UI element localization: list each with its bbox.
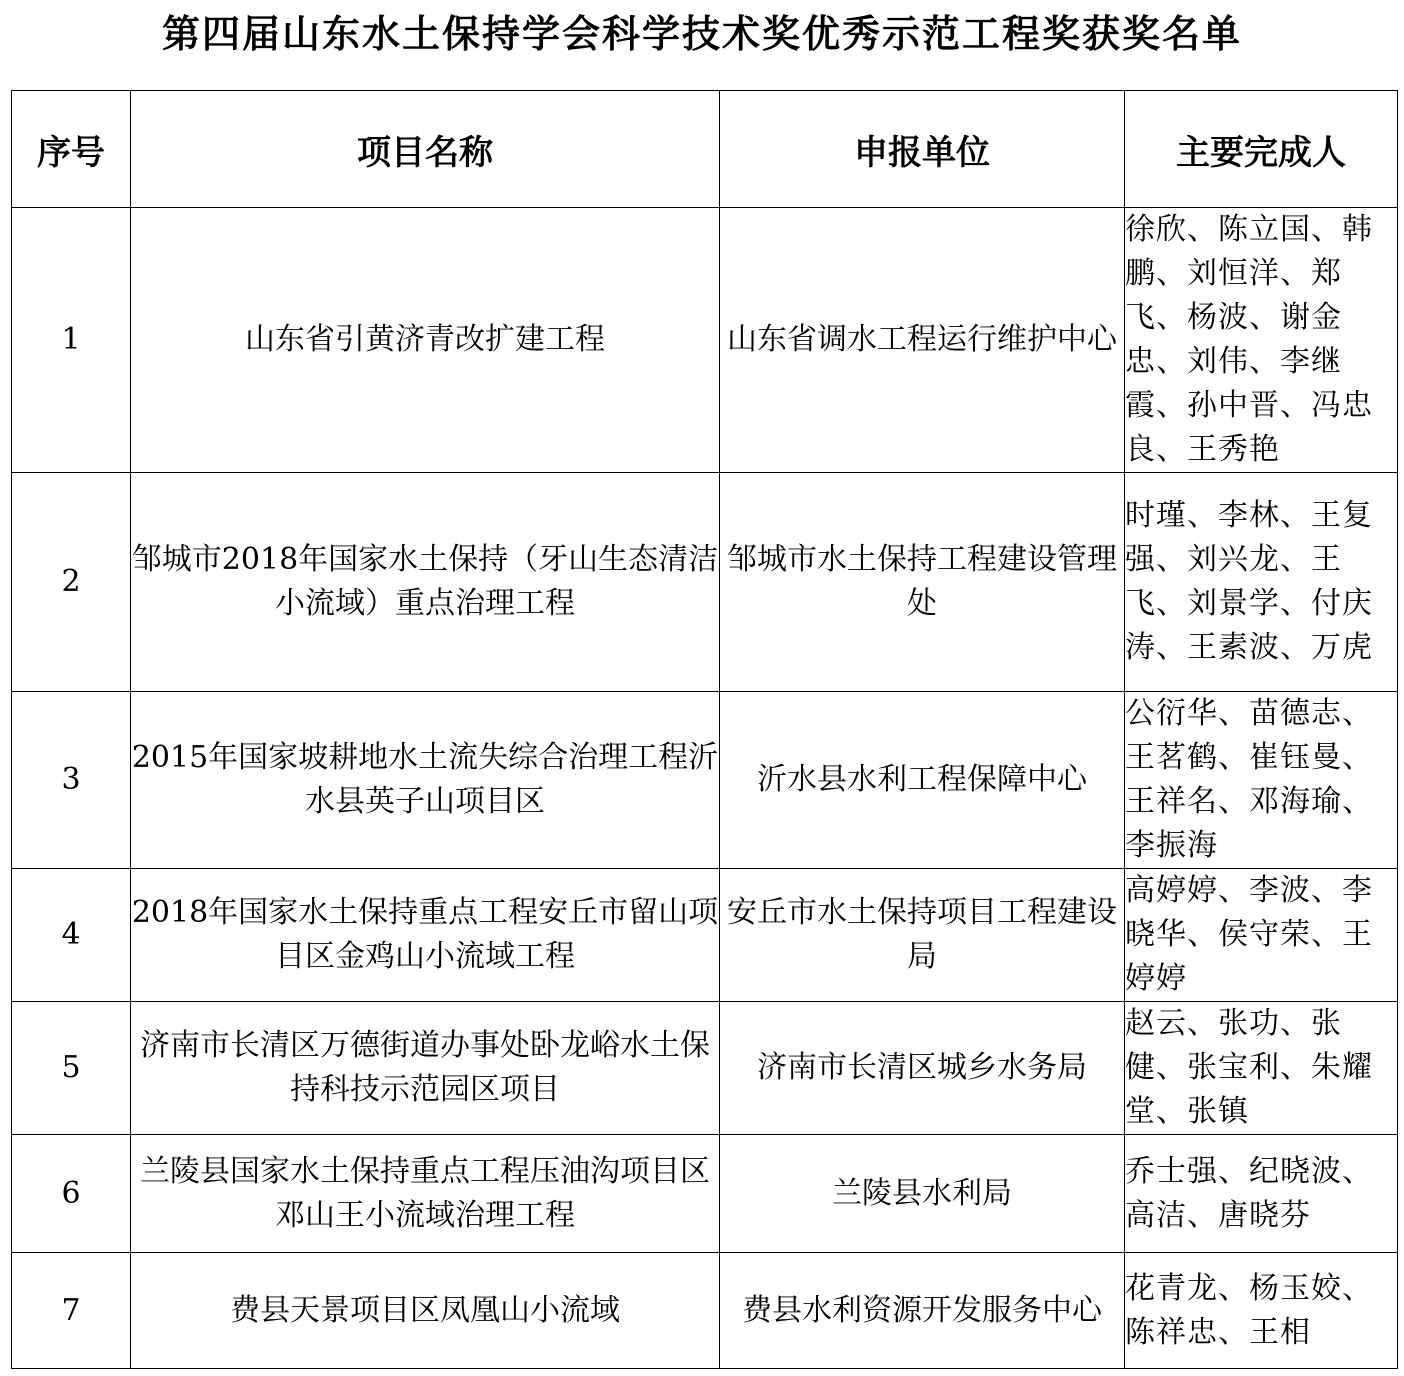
project-name: 兰陵县国家水土保持重点工程压油沟项目区邓山王小流域治理工程 (131, 1135, 720, 1253)
applicant-unit: 费县水利资源开发服务中心 (720, 1253, 1125, 1369)
applicant-unit: 沂水县水利工程保障中心 (720, 692, 1125, 869)
main-contributors: 乔士强、纪晓波、高洁、唐晓芬 (1125, 1135, 1398, 1253)
applicant-unit: 邹城市水土保持工程建设管理处 (720, 473, 1125, 692)
project-name: 2018年国家水土保持重点工程安丘市留山项目区金鸡山小流域工程 (131, 869, 720, 1002)
table-row (12, 1002, 1398, 1135)
table-row (12, 692, 1398, 869)
awards-table (11, 90, 1398, 1369)
applicant-unit: 兰陵县水利局 (720, 1135, 1125, 1253)
table-row (12, 1135, 1398, 1253)
applicant-unit: 山东省调水工程运行维护中心 (720, 208, 1125, 473)
header-row (12, 91, 1398, 208)
row-index: 4 (12, 869, 131, 1002)
main-contributors: 赵云、张功、张健、张宝利、朱耀堂、张镇 (1125, 1002, 1398, 1135)
header-main-contributors: 主要完成人 (1125, 91, 1398, 208)
row-index: 3 (12, 692, 131, 869)
applicant-unit: 安丘市水土保持项目工程建设局 (720, 869, 1125, 1002)
header-project-name: 项目名称 (131, 91, 720, 208)
project-name: 费县天景项目区凤凰山小流域 (131, 1253, 720, 1369)
row-index: 6 (12, 1135, 131, 1253)
table-row (12, 208, 1398, 473)
project-name: 山东省引黄济青改扩建工程 (131, 208, 720, 473)
document-title: 第四届山东水土保持学会科学技术奖优秀示范工程奖获奖名单 (161, 11, 1242, 56)
table-row (12, 869, 1398, 1002)
row-index: 5 (12, 1002, 131, 1135)
main-contributors: 高婷婷、李波、李晓华、侯守荣、王婷婷 (1125, 869, 1398, 1002)
main-contributors: 时瑾、李林、王复强、刘兴龙、王飞、刘景学、付庆涛、王素波、万虎 (1125, 473, 1398, 692)
project-name: 济南市长清区万德街道办事处卧龙峪水土保持科技示范园区项目 (131, 1002, 720, 1135)
header-applicant-unit: 申报单位 (720, 91, 1125, 208)
main-contributors: 花青龙、杨玉姣、陈祥忠、王相 (1125, 1253, 1398, 1369)
row-index: 7 (12, 1253, 131, 1369)
applicant-unit: 济南市长清区城乡水务局 (720, 1002, 1125, 1135)
main-contributors: 徐欣、陈立国、韩鹏、刘恒洋、郑飞、杨波、谢金忠、刘伟、李继霞、孙中晋、冯忠良、王秀艳 (1125, 208, 1398, 473)
row-index: 1 (12, 208, 131, 473)
table-row (12, 1253, 1398, 1369)
row-index: 2 (12, 473, 131, 692)
project-name: 2015年国家坡耕地水土流失综合治理工程沂水县英子山项目区 (131, 692, 720, 869)
table-row (12, 473, 1398, 692)
header-index: 序号 (12, 91, 131, 208)
main-contributors: 公衍华、苗德志、王茗鹤、崔钰曼、王祥名、邓海瑜、李振海 (1125, 692, 1398, 869)
project-name: 邹城市2018年国家水土保持（牙山生态清洁小流域）重点治理工程 (131, 473, 720, 692)
